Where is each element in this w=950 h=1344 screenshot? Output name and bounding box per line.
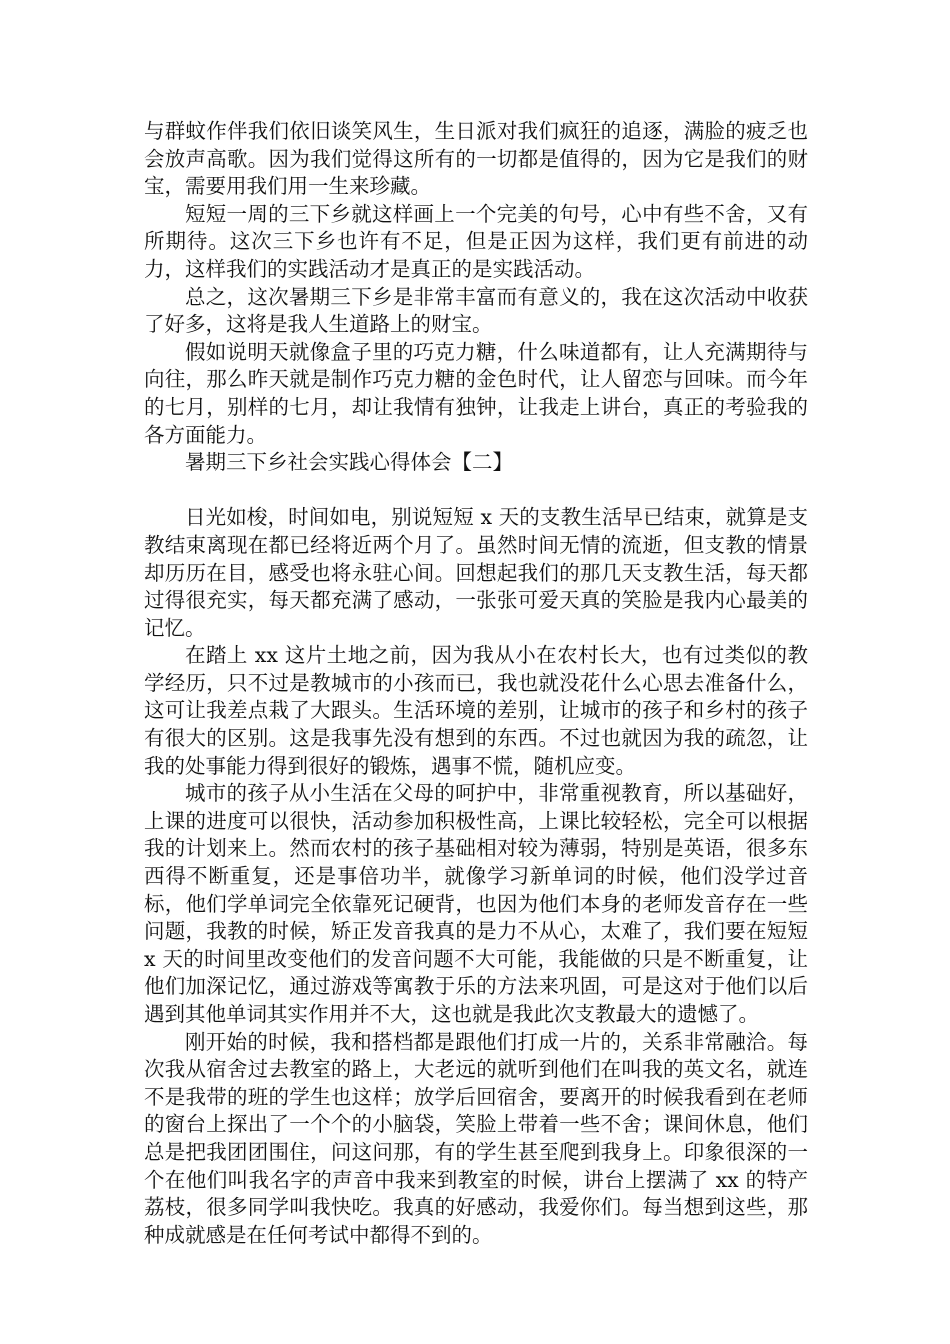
paragraph: 城市的孩子从小生活在父母的呵护中，非常重视教育，所以基础好，上课的进度可以很快，活动参加积极性高，上课比较轻松，完全可以根据我的计划来上。然而农村的孩子基础相对较为薄弱，特别是英语，很多东西得不断重复，还是事倍功半，就像学习新单词的时候，他们没学过音标，他们学单词完全依靠死记硬背，也因为他们本身的老师发音存在一些问题，我教的时候，矫正发音我真的是力不从心，太难了，我们要在短短 x 天的时间里改变他们的发音问题不大可能，我能做的只是不断重复，让他们加深记忆，通过游戏等寓教于乐的方法来巩固，可是这对于他们以后遇到其他单词其实作用并不大，这也就是我此次支教最大的遗憾了。	[144, 781, 808, 1026]
section-heading: 暑期三下乡社会实践心得体会【二】	[185, 450, 513, 475]
paragraph: 刚开始的时候，我和搭档都是跟他们打成一片的，关系非常融洽。每次我从宿舍过去教室的路上，大老远的就听到他们在叫我的英文名，就连不是我带的班的学生也这样；放学后回宿舍，要离开的时候我看到在老师的窗台上探出了一个个的小脑袋，笑脸上带着一些不舍；课间休息，他们总是把我团团围住，问这问那，有的学生甚至爬到我身上。印象很深的一个在他们叫我名字的声音中我来到教室的时候，讲台上摆满了 xx 的特产荔枝，很多同学叫我快吃。我真的好感动，我爱你们。每当想到这些，那种成就感是在任何考试中都得不到的。	[144, 1029, 808, 1247]
paragraph: 日光如梭，时间如电，别说短短 x 天的支教生活早已结束，就算是支教结束离现在都已经将近两个月了。虽然时间无情的流逝，但支教的情景却历历在目，感受也将永驻心间。回想起我们的那几天支教生活，每天都过得很充实，每天都充满了感动，一张张可爱天真的笑脸是我内心最美的记忆。	[144, 505, 808, 640]
document-body	[144, 118, 808, 1249]
paragraph: 在踏上 xx 这片土地之前，因为我从小在农村长大，也有过类似的教学经历，只不过是教城市的小孩而已，我也就没花什么心思去准备什么，这可让我差点栽了大跟头。生活环境的差别，让城市的孩子和乡村的孩子有很大的区别。这是我事先没有想到的东西。不过也就因为我的疏忽，让我的处事能力得到很好的锻炼，遇事不慌，随机应变。	[144, 643, 808, 778]
paragraph: 短短一周的三下乡就这样画上一个完美的句号，心中有些不舍，又有所期待。这次三下乡也许有不足，但是正因为这样，我们更有前进的动力，这样我们的实践活动才是真正的是实践活动。	[144, 201, 808, 281]
blank-line	[144, 477, 808, 505]
paragraph: 假如说明天就像盒子里的巧克力糖，什么味道都有，让人充满期待与向往，那么昨天就是制作巧克力糖的金色时代，让人留恋与回味。而今年的七月，别样的七月，却让我情有独钟，让我走上讲台，真正的考验我的各方面能力。	[144, 339, 808, 447]
paragraph: 与群蚊作伴我们依旧谈笑风生，生日派对我们疯狂的追逐，满脸的疲乏也会放声高歌。因为我们觉得这所有的一切都是值得的，因为它是我们的财宝，需要用我们用一生来珍藏。	[144, 119, 808, 199]
paragraph: 总之，这次暑期三下乡是非常丰富而有意义的，我在这次活动中收获了好多，这将是我人生道路上的财宝。	[144, 284, 808, 337]
